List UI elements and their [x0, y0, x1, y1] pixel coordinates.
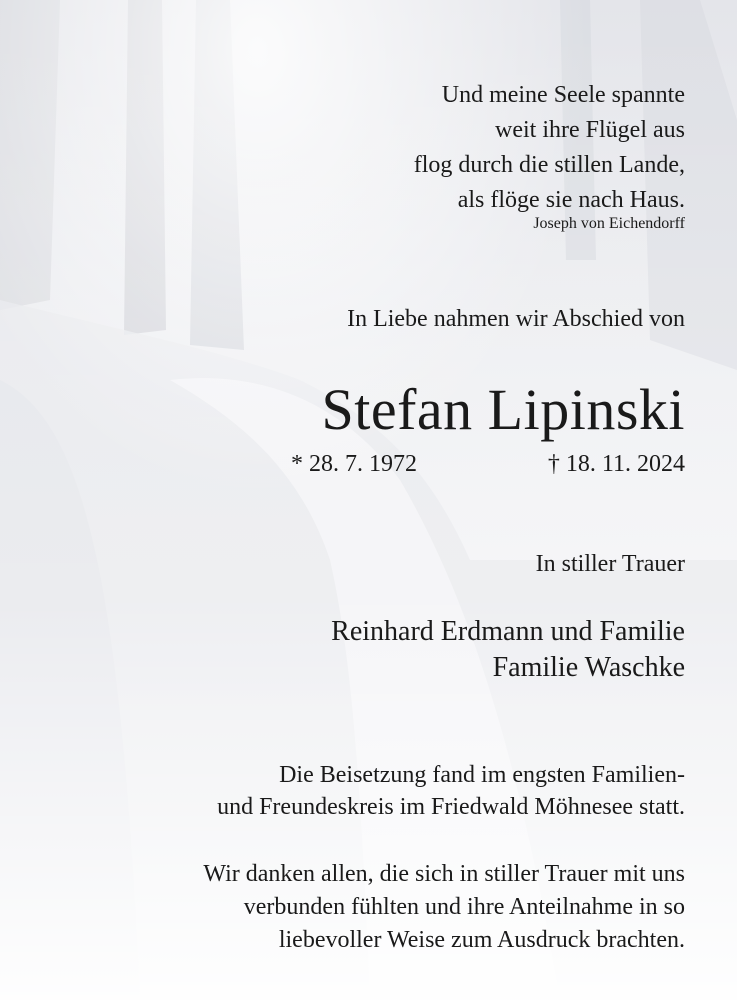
farewell-intro: In Liebe nahmen wir Abschied von: [347, 306, 685, 332]
mourner-name: Familie Waschke: [492, 652, 685, 683]
poem-line: als flöge sie nach Haus.: [457, 187, 685, 213]
poem: [414, 78, 685, 218]
thanks-notice: [203, 858, 685, 957]
poem-line: flog durch die stillen Lande,: [413, 152, 685, 178]
poem-line: Und meine Seele spannte: [441, 82, 685, 108]
mourner-name: Reinhard Erdmann und Familie: [331, 616, 685, 647]
deceased-name: Stefan Lipinski: [321, 377, 685, 442]
burial-line: Die Beisetzung fand im engsten Familien-: [279, 762, 685, 788]
burial-line: und Freundeskreis im Friedwald Möhnesee statt.: [217, 794, 685, 820]
death-date: † 18. 11. 2024: [547, 451, 685, 477]
mourning-heading: In stiller Trauer: [535, 551, 685, 577]
poem-line: weit ihre Flügel aus: [495, 117, 685, 143]
thanks-line: verbunden fühlten und ihre Anteilnahme in so: [243, 894, 685, 920]
mourners-list: [331, 614, 685, 686]
birth-date: * 28. 7. 1972: [291, 451, 417, 477]
burial-notice: [217, 759, 685, 823]
thanks-line: liebevoller Weise zum Ausdruck brachten.: [278, 927, 685, 953]
poem-author: Joseph von Eichendorff: [533, 215, 685, 232]
thanks-line: Wir danken allen, die sich in stiller Trauer mit uns: [203, 861, 685, 887]
